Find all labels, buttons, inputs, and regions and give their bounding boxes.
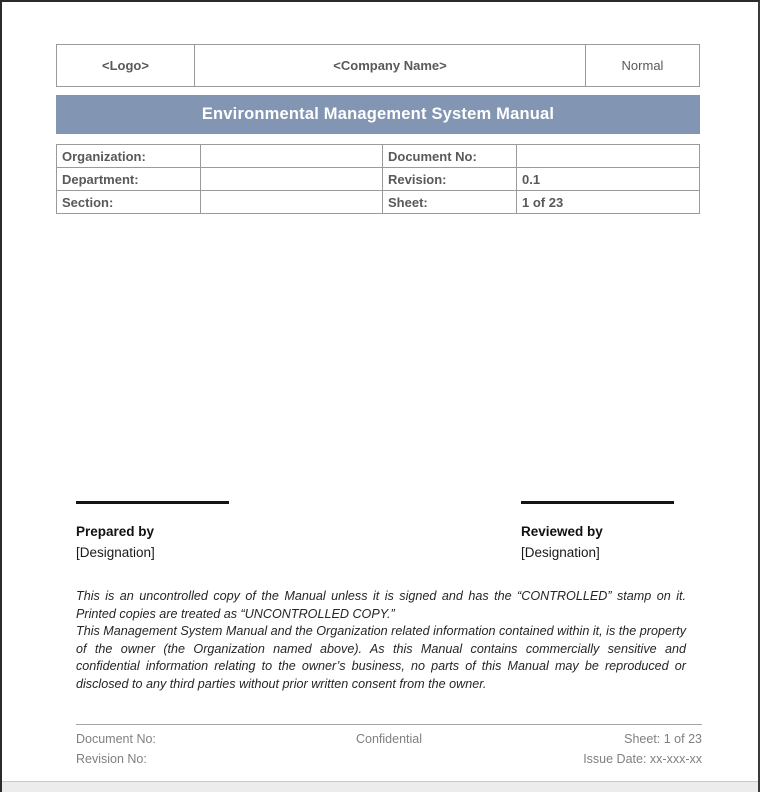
disclaimer-text xyxy=(76,588,686,694)
prepared-by-designation: [Designation] xyxy=(76,545,155,560)
reviewed-by-signature-line xyxy=(521,501,674,504)
reviewed-by-label: Reviewed by xyxy=(521,524,603,539)
info-label-organization: Organization: xyxy=(57,145,201,168)
document-title-banner xyxy=(56,95,700,134)
header-status-cell: Normal xyxy=(586,45,700,87)
reviewed-by-designation: [Designation] xyxy=(521,545,600,560)
page-title: Environmental Management System Manual xyxy=(201,105,555,123)
prepared-by-block xyxy=(76,501,229,560)
header-logo-cell: <Logo> xyxy=(57,45,195,87)
footer-divider xyxy=(76,724,702,725)
info-label-section: Section: xyxy=(57,191,201,214)
document-content xyxy=(56,44,700,214)
footer-sheet: Sheet: 1 of 23 xyxy=(624,732,702,746)
header-company-name-cell: <Company Name> xyxy=(195,45,586,87)
info-label-sheet: Sheet: xyxy=(383,191,517,214)
info-label-document-no: Document No: xyxy=(383,145,517,168)
table-row xyxy=(57,168,700,191)
info-value-document-no[interactable] xyxy=(517,145,700,168)
info-label-department: Department: xyxy=(57,168,201,191)
footer-confidential: Confidential xyxy=(355,732,422,746)
signature-area xyxy=(76,501,674,560)
table-row xyxy=(57,145,700,168)
disclaimer-paragraph-1: This is an uncontrolled copy of the Manual unless it is signed and has the “CONTROLLED” stamp on it. Printed copies are treated as “UNCONTROLLED COPY.” xyxy=(76,589,686,621)
footer-row-first xyxy=(76,732,702,746)
footer-issue-date: Issue Date: xx-xxx-xx xyxy=(583,752,702,766)
footer-row-second xyxy=(76,752,702,766)
footer-document-no: Document No: xyxy=(76,732,156,746)
info-value-revision[interactable]: 0.1 xyxy=(517,168,700,191)
info-value-department[interactable] xyxy=(201,168,383,191)
footer-revision-no: Revision No: xyxy=(76,752,147,766)
document-footer xyxy=(76,724,702,766)
disclaimer-paragraph-2: This Management System Manual and the Organization related information contained within it, is the property of the owner (the Organization named above). As this Manual contains commercially sensitive and confidential information relating to the owner’s business, no parts of this Manual may be reproduced or disclosed to any third parties without prior written consent from the owner. xyxy=(76,624,686,691)
info-label-revision: Revision: xyxy=(383,168,517,191)
reviewed-by-block xyxy=(521,501,674,560)
info-value-section[interactable] xyxy=(201,191,383,214)
page-bottom-strip xyxy=(2,781,758,792)
info-value-sheet[interactable]: 1 of 23 xyxy=(517,191,700,214)
prepared-by-label: Prepared by xyxy=(76,524,155,539)
table-row xyxy=(57,45,700,87)
document-header-table xyxy=(56,44,700,87)
document-info-table xyxy=(56,144,700,214)
prepared-by-signature-line xyxy=(76,501,229,504)
table-row xyxy=(57,191,700,214)
info-value-organization[interactable] xyxy=(201,145,383,168)
